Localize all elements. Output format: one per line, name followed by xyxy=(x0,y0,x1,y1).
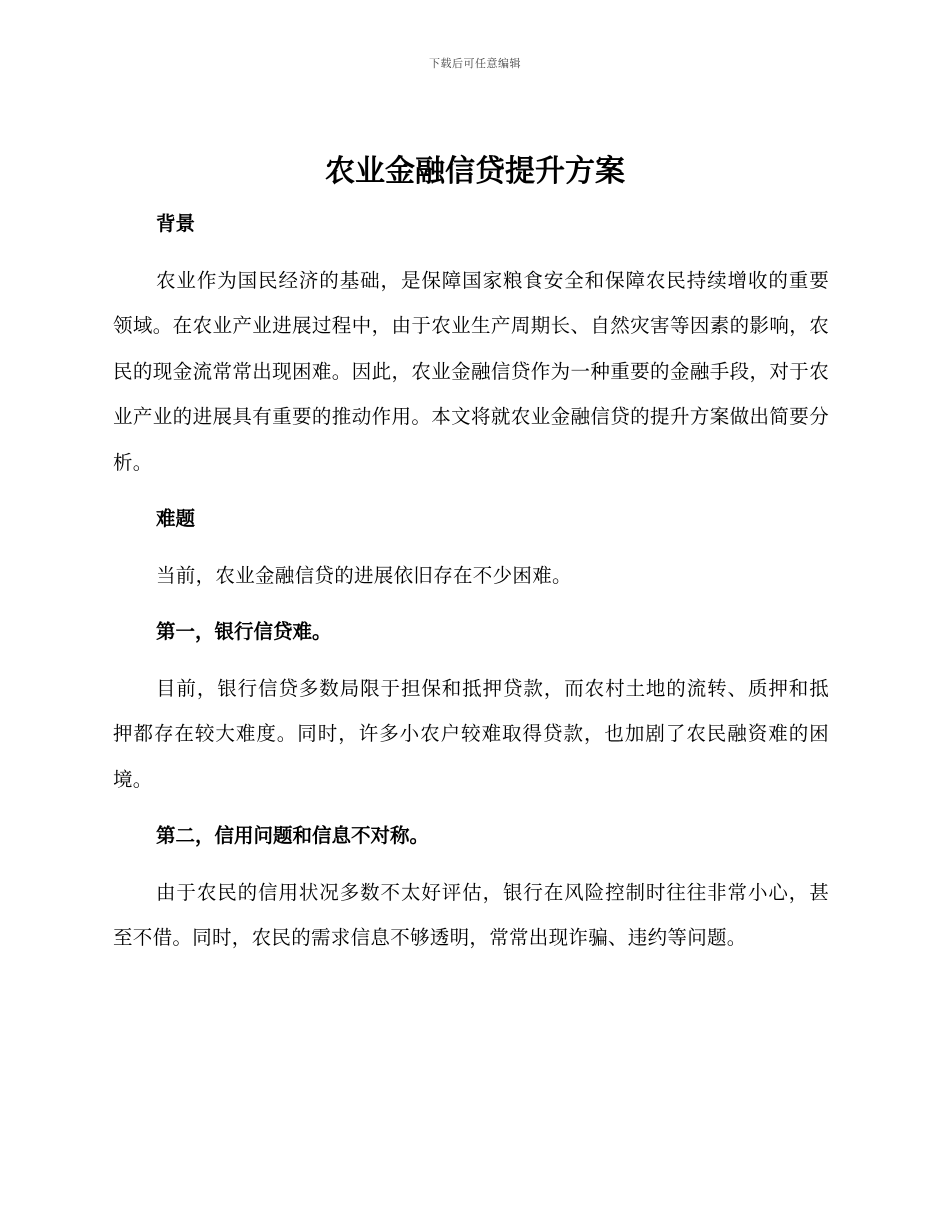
section-heading-background: 背景 xyxy=(156,212,196,235)
document-title: 农业金融信贷提升方案 xyxy=(325,154,625,189)
section-heading-problems: 难题 xyxy=(156,507,196,530)
document-body xyxy=(113,201,829,961)
paragraph-background: 农业作为国民经济的基础，是保障国家粮食安全和保障农民持续增收的重要领域。在农业产业进展过程中，由于农业生产周期长、自然灾害等因素的影响，农民的现金流常常出现困难。因此，农业金融信贷作为一种重要的金融手段，对于农业产业的进展具有重要的推动作用。本文将就农业金融信贷的提升方案做出简要分析。 xyxy=(113,268,829,474)
spacer xyxy=(113,655,829,666)
spacer xyxy=(113,485,829,496)
spacer xyxy=(113,542,829,553)
spacer xyxy=(113,247,829,258)
paragraph-first: 目前，银行信贷多数局限于担保和抵押贷款，而农村土地的流转、质押和抵押都存在较大难度。同时，许多小农户较难取得贷款，也加剧了农民融资难的困境。 xyxy=(113,676,829,791)
spacer xyxy=(113,859,829,870)
spacer xyxy=(113,598,829,609)
spacer xyxy=(113,802,829,813)
section-heading-first: 第一，银行信贷难。 xyxy=(156,620,332,643)
paragraph-problems: 当前，农业金融信贷的进展依旧存在不少困难。 xyxy=(156,563,572,587)
paragraph-second: 由于农民的信用状况多数不太好评估，银行在风险控制时往往非常小心，甚至不借。同时，农民的需求信息不够透明，常常出现诈骗、违约等问题。 xyxy=(113,880,829,949)
header-note: 下载后可任意编辑 xyxy=(429,57,521,70)
section-heading-second: 第二，信用问题和信息不对称。 xyxy=(156,824,430,847)
